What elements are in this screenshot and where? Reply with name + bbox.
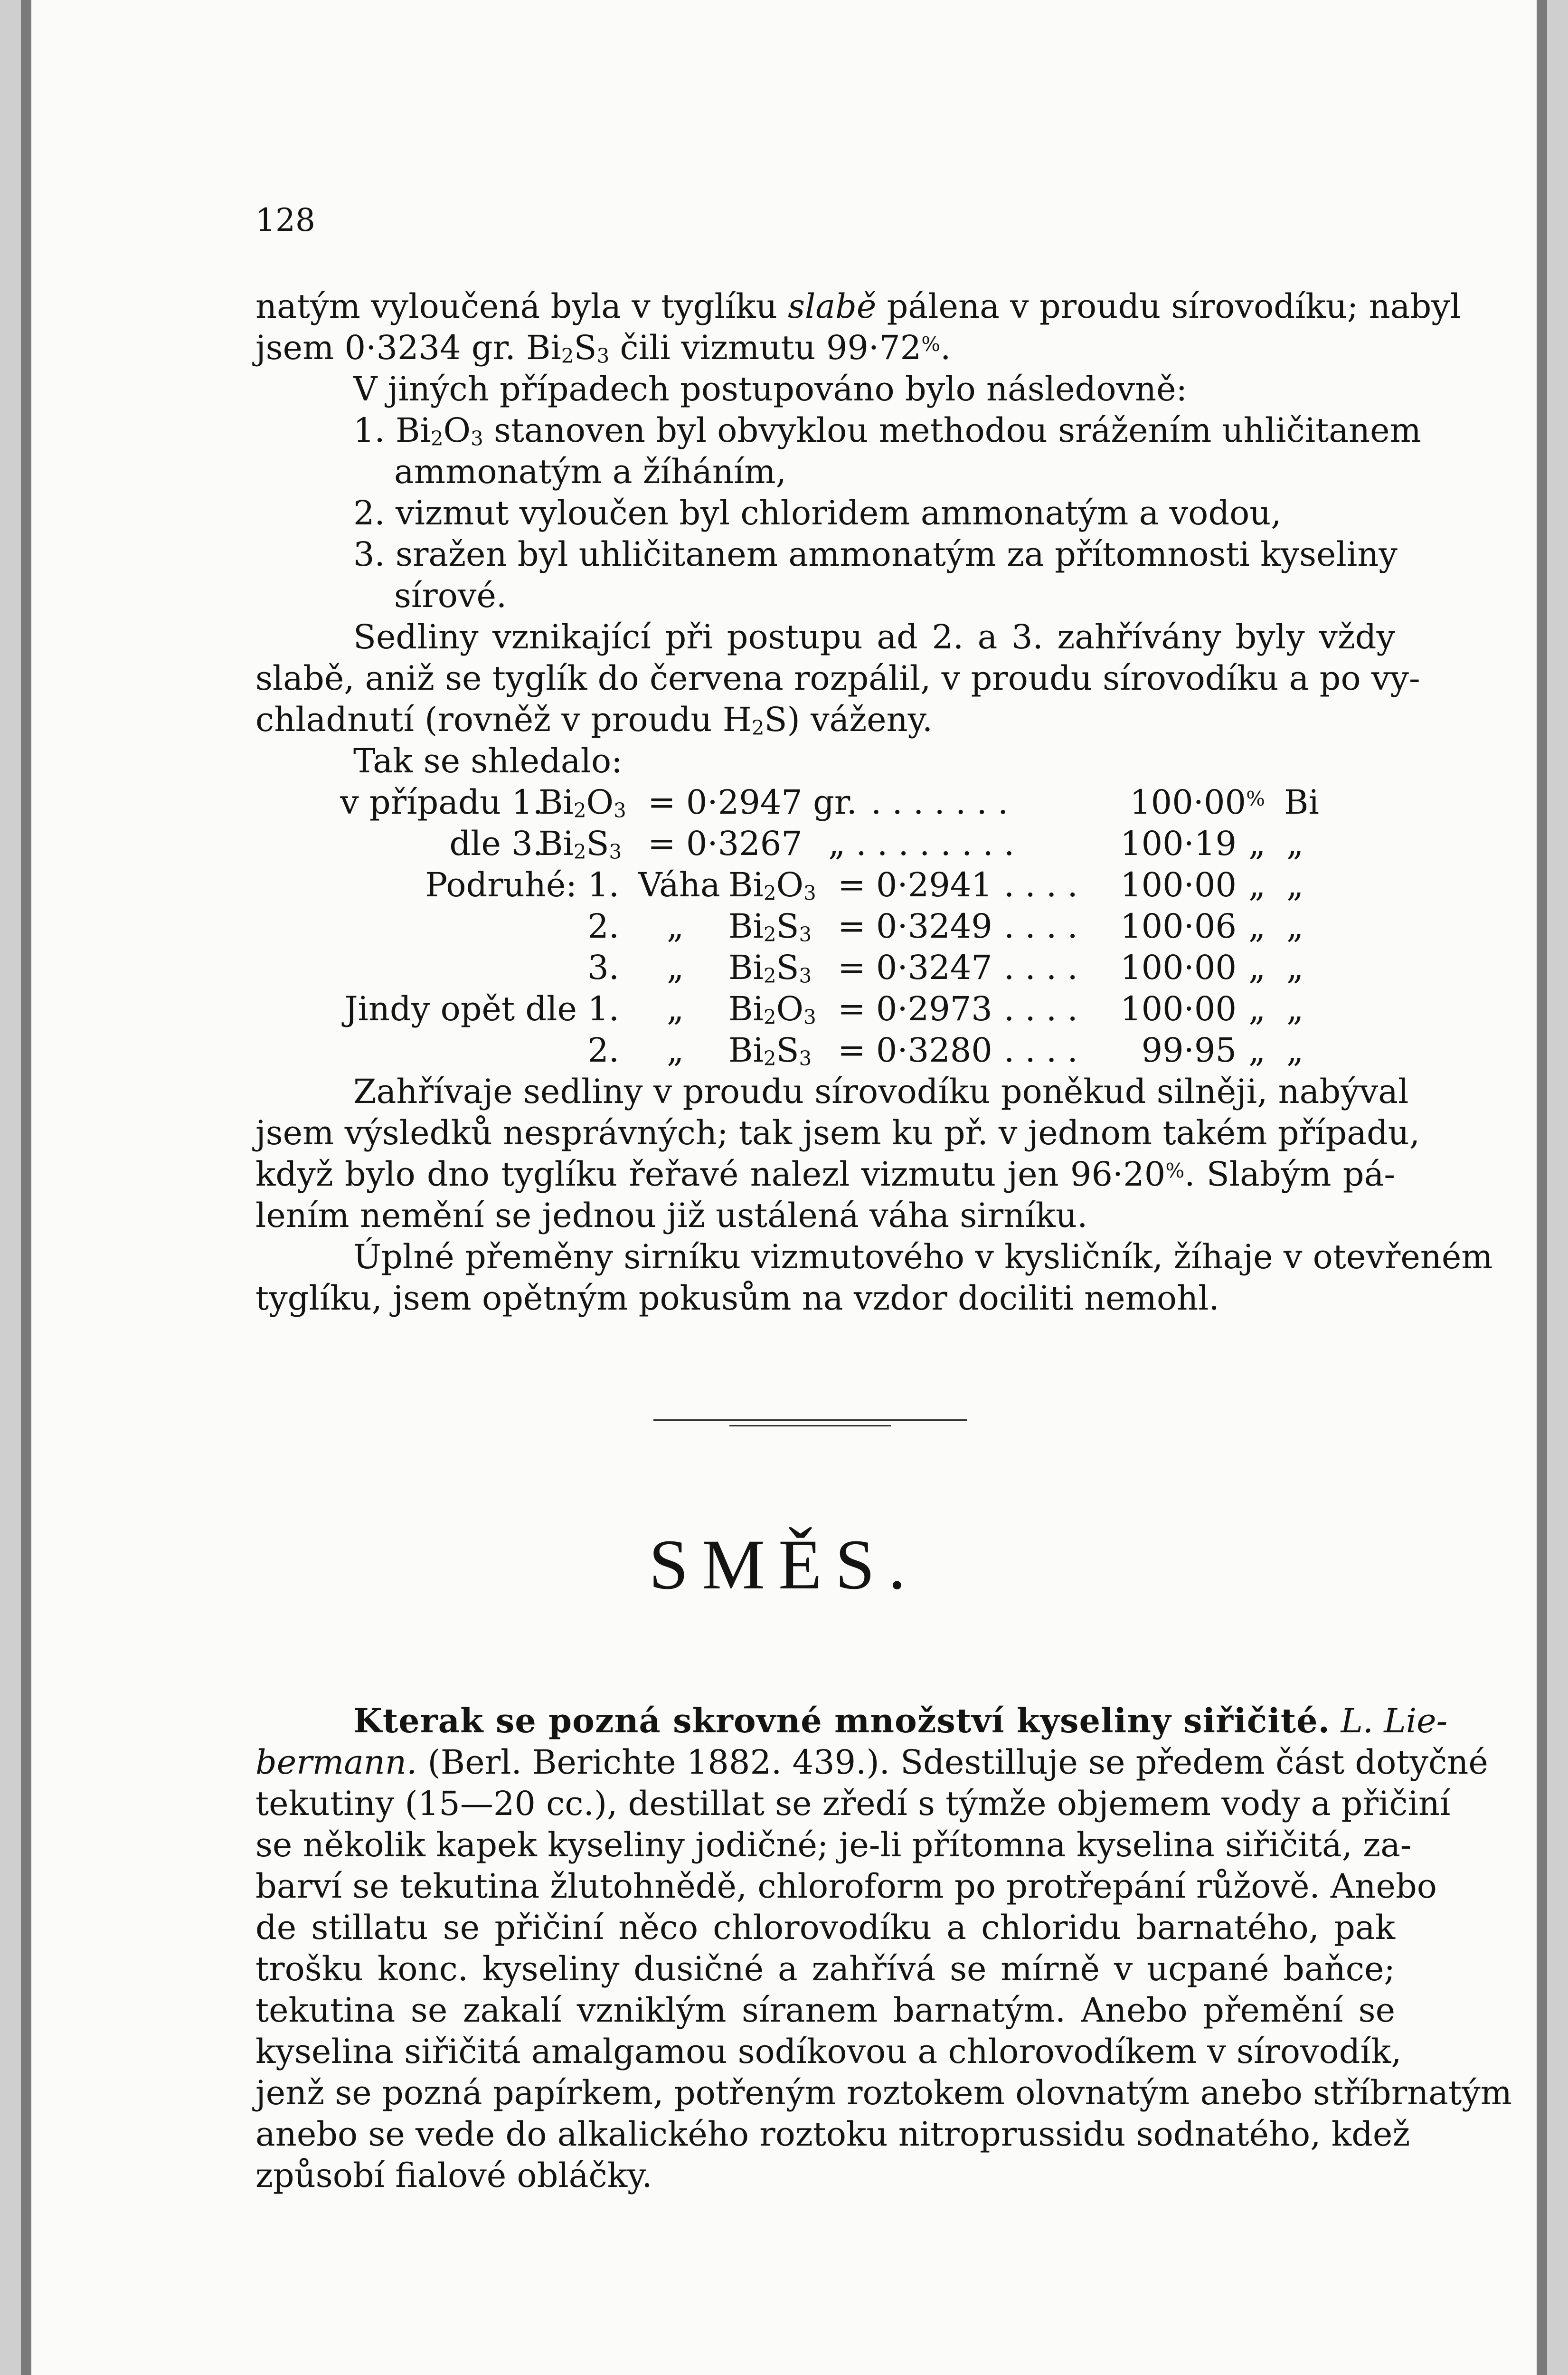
percent-value: 100·19 bbox=[1120, 824, 1237, 863]
weight-value: = 0·3247 bbox=[838, 948, 992, 987]
article-heading-line bbox=[353, 1701, 1448, 1740]
text-line: způsobí fialové obláčky. bbox=[255, 2156, 652, 2195]
formula: $Bi_2O_3$ bbox=[538, 783, 626, 822]
formula: $Bi_2S_3$ bbox=[538, 824, 622, 864]
ditto-mark: „ bbox=[667, 948, 684, 987]
formula: $Bi_2S_3$ bbox=[728, 1031, 812, 1070]
list-item: 1. $Bi_2O_3$ stanoven byl obvyklou methodou srážením uhličitanem bbox=[353, 411, 1421, 450]
weight-value: = 0·3249 bbox=[838, 907, 992, 946]
ditto-mark: „ bbox=[1286, 989, 1304, 1028]
percent-value: 99·95 bbox=[1141, 1031, 1237, 1070]
text-line: tyglíku, jsem opětným pokusům na vzdor dociliti nemohl. bbox=[255, 1279, 1219, 1318]
ditto-mark: „ bbox=[1248, 907, 1266, 946]
text-line: jsem 0·3234 gr. $Bi_2S_3$ čili vizmutu 99·72%. bbox=[255, 328, 951, 368]
text-line: sírové. bbox=[394, 576, 507, 615]
text-line: natým vyloučená byla v tyglíku slabě pálena v proudu sírovodíku; nabyl bbox=[255, 287, 1461, 326]
percent-value: 100·06 bbox=[1120, 907, 1237, 946]
leader-dots: . . . . . . . bbox=[871, 783, 1009, 822]
ditto-mark: „ bbox=[1248, 1031, 1266, 1070]
text-line: chladnutí (rovněž v proudu $H_2S$) váženy. bbox=[255, 700, 933, 740]
text-line: V jiných případech postupováno bylo následovně: bbox=[353, 370, 1188, 408]
ditto-mark: „ bbox=[667, 989, 684, 1028]
percent-value: 100·00% bbox=[1130, 783, 1265, 822]
ditto-mark: „ bbox=[1286, 824, 1304, 863]
ditto-mark: „ bbox=[1248, 824, 1266, 863]
leader-dots: . . . . bbox=[1004, 948, 1078, 987]
formula: $Bi_2O_3$ bbox=[728, 865, 816, 905]
ditto-mark: „ bbox=[1286, 948, 1304, 987]
ditto-mark: „ bbox=[1286, 865, 1304, 904]
ditto-mark: „ bbox=[1286, 907, 1304, 946]
weight-word: Váha bbox=[638, 865, 720, 904]
article-heading: Kterak se pozná skrovné množství kyseliny siřičité. bbox=[353, 1701, 1331, 1740]
weight-value: = 0·2941 bbox=[838, 865, 992, 904]
text-line: tekutiny (15—20 cc.), destillat se zředí s týmže objemem vody a přičiní bbox=[255, 1784, 1451, 1823]
row-label: Podruhé: 1. bbox=[425, 865, 619, 904]
text-line: barví se tekutina žlutohnědě, chloroform po protřepání růžově. Anebo bbox=[255, 1867, 1437, 1906]
text-line: se několik kapek kyseliny jodičné; je-li přítomna kyselina siřičitá, za- bbox=[255, 1825, 1412, 1864]
section-divider bbox=[729, 1425, 891, 1426]
text-line: lením nemění se jednou již ustálená váha sirníku. bbox=[255, 1196, 1088, 1235]
text-line: tekutina se zakalí vzniklým síranem barnatým. Anebo přemění se bbox=[255, 1991, 1395, 2030]
leader-dots: . . . . bbox=[1004, 907, 1078, 946]
book-page bbox=[21, 0, 1547, 2375]
section-title: SMĚS. bbox=[649, 1525, 919, 1604]
formula: $Bi_2O_3$ bbox=[728, 989, 816, 1029]
weight-value: = 0·3267 bbox=[648, 824, 803, 863]
formula: $Bi_2S_3$ bbox=[728, 948, 812, 988]
scan-edge-right bbox=[1537, 0, 1547, 2375]
scan-edge-left bbox=[21, 0, 31, 2375]
percent-value: 100·00 bbox=[1120, 865, 1237, 904]
row-label: Jindy opět dle 1. bbox=[344, 989, 619, 1028]
element-symbol: Bi bbox=[1284, 783, 1319, 822]
leader-dots: . . . . bbox=[1004, 1031, 1078, 1070]
text-line: de stillatu se přičiní něco chlorovodíku a chloridu barnatého, pak bbox=[255, 1908, 1395, 1947]
text-line: anebo se vede do alkalického roztoku nitroprussidu sodnatého, kdež bbox=[255, 2115, 1410, 2154]
leader-dots: . . . . bbox=[1004, 865, 1078, 904]
text-line: když bylo dno tyglíku řeřavé nalezl vizmutu jen 96·20%. Slabým pá- bbox=[255, 1155, 1395, 1194]
text-line: Úplné přeměny sirníku vizmutového v kysličník, žíhaje v otevřeném bbox=[353, 1237, 1493, 1276]
text-line: bermann. (Berl. Berichte 1882. 439.). Sdestilluje se předem část dotyčné bbox=[255, 1743, 1488, 1782]
section-divider bbox=[653, 1419, 967, 1421]
leader-dots: „ . . . . . . . . bbox=[828, 824, 1015, 863]
weight-value: = 0·2973 bbox=[838, 989, 992, 1028]
ditto-mark: „ bbox=[1248, 865, 1266, 904]
ditto-mark: „ bbox=[667, 1031, 684, 1070]
weight-value: = 0·2947 gr. bbox=[648, 783, 857, 822]
text-line: jsem výsledků nesprávných; tak jsem ku př. v jednom takém případu, bbox=[255, 1113, 1420, 1152]
ditto-mark: „ bbox=[1248, 948, 1266, 987]
text-line: Sedliny vznikající při postupu ad 2. a 3. zahřívány byly vždy bbox=[353, 618, 1395, 656]
row-label: 3. bbox=[587, 948, 619, 987]
formula: $Bi_2S_3$ bbox=[728, 907, 812, 946]
ditto-mark: „ bbox=[1248, 989, 1266, 1028]
leader-dots: . . . . bbox=[1004, 989, 1078, 1028]
text-line: Zahřívaje sedliny v proudu sírovodíku poněkud silněji, nabýval bbox=[353, 1072, 1409, 1111]
list-item: 2. vizmut vyloučen byl chloridem ammonatým a vodou, bbox=[353, 494, 1282, 532]
row-label: v případu 1. bbox=[340, 783, 543, 822]
text-line: ammonatým a žíháním, bbox=[394, 452, 786, 491]
ditto-mark: „ bbox=[667, 907, 684, 946]
text-line: Tak se shledalo: bbox=[353, 741, 623, 780]
row-label: 2. bbox=[587, 907, 619, 946]
text-line: jenž se pozná papírkem, potřeným roztokem olovnatým anebo stříbrnatým bbox=[255, 2073, 1512, 2112]
percent-value: 100·00 bbox=[1120, 948, 1237, 987]
text-line: kyselina siřičitá amalgamou sodíkovou a chlorovodíkem v sírovodík, bbox=[255, 2032, 1402, 2071]
author: L. Lie- bbox=[1341, 1701, 1448, 1740]
text-line: slabě, aniž se tyglík do červena rozpálil, v proudu sírovodíku a po vy- bbox=[255, 659, 1420, 698]
percent-value: 100·00 bbox=[1120, 989, 1237, 1028]
weight-value: = 0·3280 bbox=[838, 1031, 992, 1070]
row-label: 2. bbox=[587, 1031, 619, 1070]
ditto-mark: „ bbox=[1286, 1031, 1304, 1070]
list-item: 3. sražen byl uhličitanem ammonatým za přítomnosti kyseliny bbox=[353, 535, 1398, 574]
text-line: trošku konc. kyseliny dusičné a zahřívá se mírně v ucpané baňce; bbox=[255, 1949, 1395, 1988]
row-label: dle 3. bbox=[449, 824, 543, 863]
page-number: 128 bbox=[255, 202, 315, 238]
